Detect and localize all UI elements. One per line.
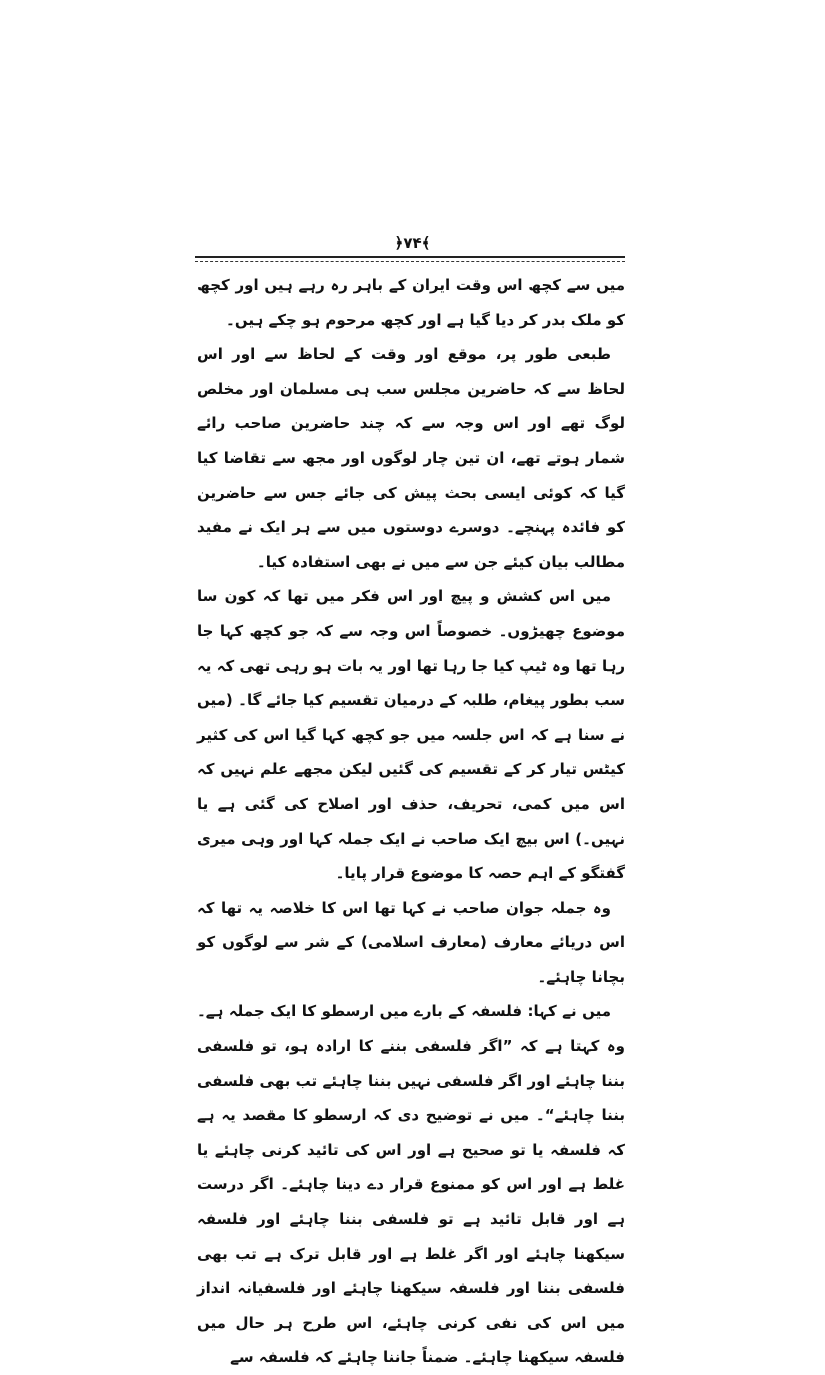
paragraph: میں نے کہا: فلسفہ کے بارے میں ارسطو کا ایک جملہ ہے۔ وہ کہتا ہے کہ ”اگر فلسفی بننے کا ارادہ ہو، تو فلسفی بننا چاہئے اور اگر فلسفی نہیں بننا چاہئے تب بھی فلسفی بننا چاہئے“۔ میں نے توضیح دی کہ ارسطو کا مقصد یہ ہے کہ فلسفہ یا تو صحیح ہے اور اس کی تائید کرنی چاہئے یا غلط ہے اور اس کو ممنوع قرار دے دینا چاہئے۔ اگر درست ہے اور قابل تائید ہے تو فلسفی بننا چاہئے اور فلسفہ سیکھنا چاہئے اور اگر غلط ہے اور قابل ترک ہے تب بھی فلسفی بننا اور فلسفہ سیکھنا چاہئے اور فلسفیانہ انداز میں اس کی نفی کرنی چاہئے، اس طرح ہر حال میں فلسفہ سیکھنا چاہئے۔ ضمناً جاننا چاہئے کہ فلسفہ سے xyxy=(197,1002,625,1367)
paragraph: میں سے کچھ اس وقت ایران کے باہر رہ رہے ہیں اور کچھ کو ملک بدر کر دیا گیا ہے اور کچھ مرحوم ہو چکے ہیں۔ xyxy=(197,276,625,329)
paragraph: میں اس کشش و پیچ اور اس فکر میں تھا کہ کون سا موضوع چھیڑوں۔ خصوصاً اس وجہ سے کہ جو کچھ کہا جا رہا تھا وہ ٹیپ کیا جا رہا تھا اور یہ بات ہو رہی تھی کہ یہ سب بطور پیغام، طلبہ کے درمیان تقسیم کیا جائے گا۔ (میں نے سنا ہے کہ اس جلسہ میں جو کچھ کہا گیا اس کی کثیر کیٹس تیار کر کے تقسیم کی گئیں لیکن مجھے علم نہیں کہ اس میں کمی، تحریف، حذف اور اصلاح کی گئی ہے یا نہیں۔) اس بیچ ایک صاحب نے ایک جملہ کہا اور وہی میری گفتگو کے اہم حصہ کا موضوع قرار پایا۔ xyxy=(197,587,625,883)
body-text xyxy=(197,268,625,1375)
paragraph: وہ جملہ جوان صاحب نے کہا تھا اس کا خلاصہ یہ تھا کہ اس دریائے معارف (معارف اسلامی) کے شر سے لوگوں کو بچانا چاہئے۔ xyxy=(197,898,625,986)
header-rule xyxy=(195,256,625,258)
header-rule-dashed xyxy=(195,261,625,262)
paragraph: طبعی طور پر، موقع اور وقت کے لحاظ سے اور اس لحاظ سے کہ حاضرین مجلس سب ہی مسلمان اور مخلص لوگ تھے اور اس وجہ سے کہ چند حاضرین صاحب رائے شمار ہوتے تھے، ان تین چار لوگوں اور مجھ سے تقاضا کیا گیا کہ کوئی ایسی بحث پیش کی جائے جس سے حاضرین کو فائدہ پہنچے۔ دوسرے دوستوں میں سے ہر ایک نے مفید مطالب بیان کیئے جن سے میں نے بھی استفادہ کیا۔ xyxy=(197,345,625,571)
page-number: ﴿۷۴﴾ xyxy=(394,234,431,252)
